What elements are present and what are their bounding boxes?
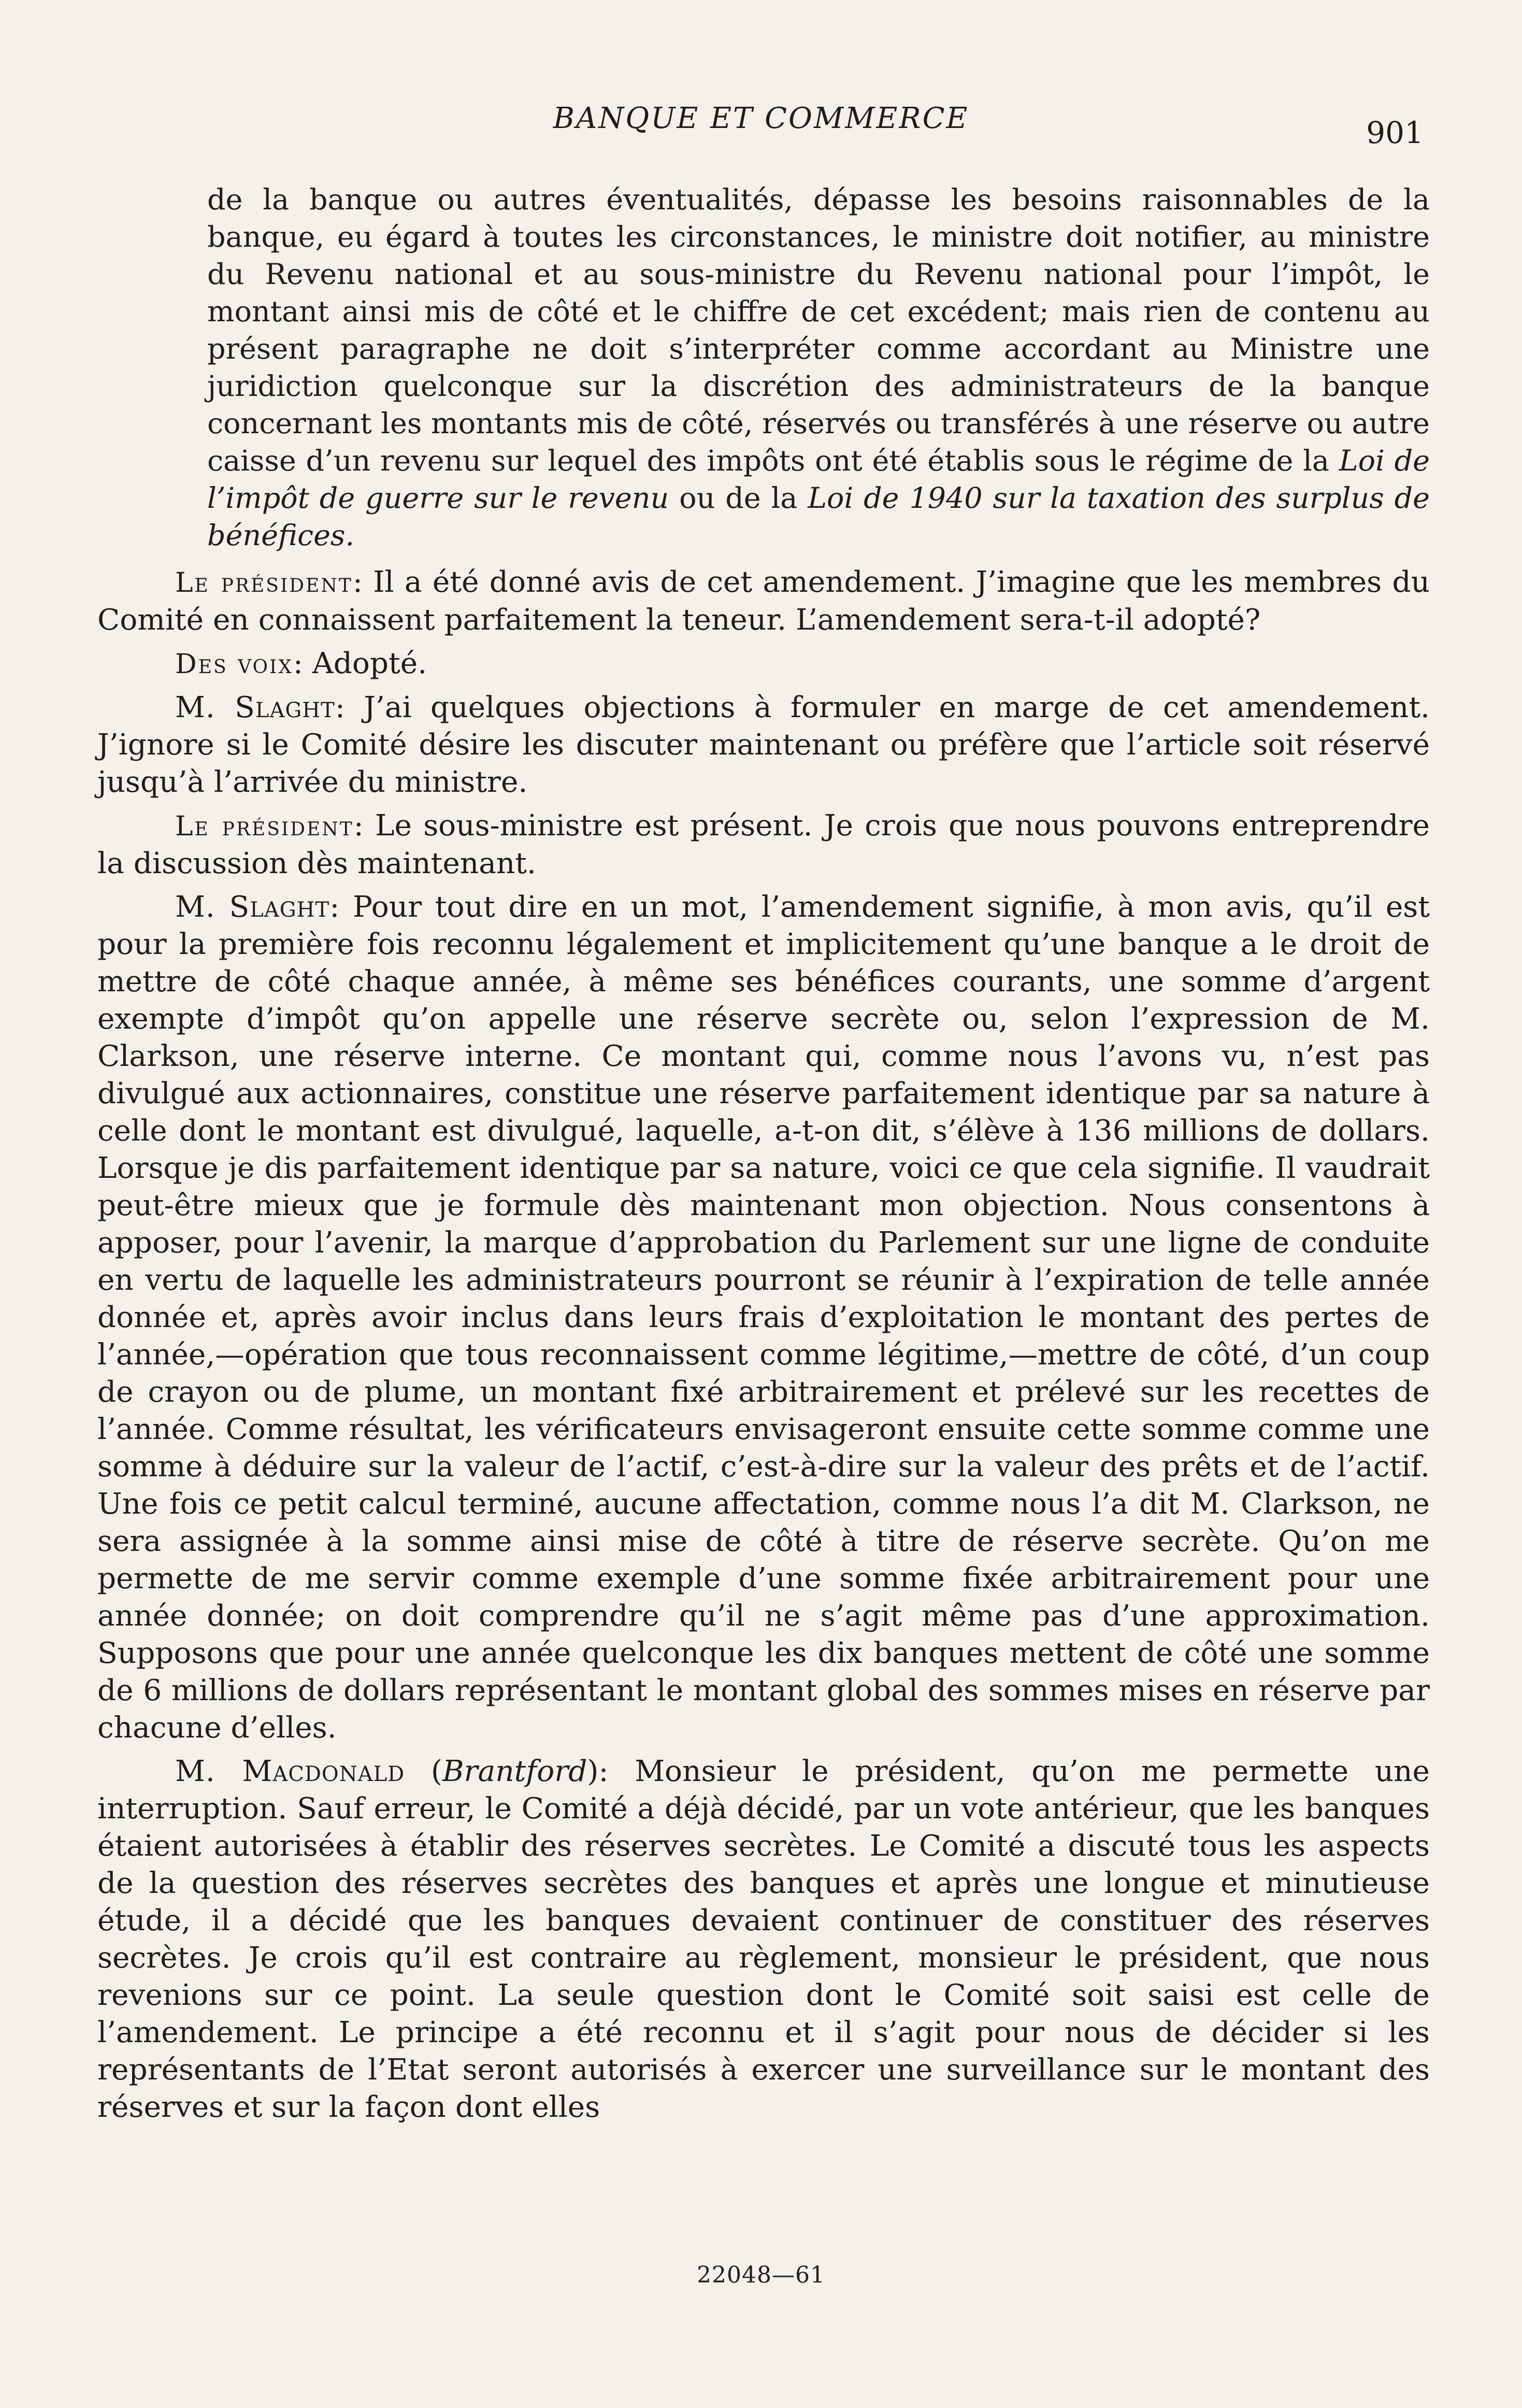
law-title-war-income-tax: Loi de l’impôt de guerre sur le revenu xyxy=(207,444,1430,515)
law-title-excess-profits: Loi de 1940 sur la taxation des surplus de bénéfices. xyxy=(207,481,1430,552)
quoted-text: de la banque ou autres éventualités, dépasse les besoins raisonnables de la banque, eu égard à toutes les circonstances, le ministre doit notifier, au ministre du Revenu national et au sous-ministre du Revenu national pour l’impôt, le montant ainsi mis de côté et le chiffre de cet excédent; mais rien de contenu au présent paragraphe ne doit s’interpréter comme accordant au Ministre une juridiction quelconque sur la discrétion des administrateurs de la banque concernant les montants mis de côté, réservés ou transférés à une réserve ou autre caisse d’un revenu sur lequel des impôts ont été établis sous le régime de la xyxy=(207,183,1430,478)
quoted-text-connector: ou de la xyxy=(669,481,808,515)
speaker-riding: Brantford xyxy=(442,1755,587,1788)
page-number: 901 xyxy=(1366,115,1424,150)
signature-code: 22048—61 xyxy=(697,2262,825,2288)
speech-paragraph-2: Des voix: Adopté. xyxy=(175,647,427,680)
speech-text: Adopté. xyxy=(303,647,427,680)
quoted-paragraph xyxy=(207,181,1430,554)
speech-text: Monsieur le président, qu’on me permette une interruption. Sauf erreur, le Comité a déjà décidé, par un vote antérieur, que les banques étaient autorisées à établir des réserves secrètes. Le Comité a discuté tous les aspects de la question des réserves secrètes des banques et après une longue et minutieuse étude, il a décidé que les banques devaient continuer de constituer des réserves secrètes. Je crois qu’il est contraire au règlement, monsieur le président, que nous revenions sur ce point. La seule question dont le Comité soit saisi est celle de l’amendement. Le principe a été reconnu et il s’agit pour nous de décider si les représentants de l’Etat seront autorisés à exercer une surveillance sur le montant des réserves et sur la façon dont elles xyxy=(97,1755,1430,2124)
speech-paragraph-3: M. Slaght: J’ai quelques objections à formuler en marge de cet amendement. J’ignore si le Comité désire les discuter maintenant ou préfère que l’article soit réservé jusqu’à l’arrivée du ministre. xyxy=(97,691,1430,799)
speaker-name: Le président xyxy=(175,811,354,842)
speech-text: Le sous-ministre est présent. Je crois que nous pouvons entreprendre la discussion dès maintenant. xyxy=(97,809,1430,880)
speech-paragraph-6: M. Macdonald (Brantford): Monsieur le président, qu’on me permette une interruption. Sauf erreur, le Comité a déjà décidé, par un vote antérieur, que les banques étaient autorisées à établir des réserves secrètes. Le Comité a discuté tous les aspects de la question des réserves secrètes des banques et après une longue et minutieuse étude, il a décidé que les banques devaient continuer de constituer des réserves secrètes. Je crois qu’il est contraire au règlement, monsieur le président, que nous revenions sur ce point. La seule question dont le Comité soit saisi est celle de l’amendement. Le principe a été reconnu et il s’agit pour nous de décider si les représentants de l’Etat seront autorisés à exercer une surveillance sur le montant des réserves et sur la façon dont elles xyxy=(97,1755,1430,2124)
speaker-name: Le président xyxy=(175,567,353,599)
speech-paragraph-1: Le président: Il a été donné avis de cet amendement. J’imagine que les membres du Comité en connaissent parfaitement la teneur. L’amendement sera-t-il adopté? xyxy=(97,565,1430,637)
page-header xyxy=(0,102,1522,148)
speaker-name: M. Macdonald xyxy=(175,1755,405,1788)
speech-text: J’ai quelques objections à formuler en marge de cet amendement. J’ignore si le Comité désire les discuter maintenant ou préfère que l’article soit réservé jusqu’à l’arrivée du ministre. xyxy=(97,691,1430,799)
quoted-amendment-text xyxy=(207,181,1430,554)
speech-text: Pour tout dire en un mot, l’amendement signifie, à mon avis, qu’il est pour la première fois reconnu légalement et implicitement qu’une banque a le droit de mettre de côté chaque année, à même ses bénéfices courants, une somme d’argent exempte d’impôt qu’on appelle une réserve secrète ou, selon l’expression de M. Clarkson, une réserve interne. Ce montant qui, comme nous l’avons vu, n’est pas divulgué aux actionnaires, constitue une réserve parfaitement identique par sa nature à celle dont le montant est divulgué, laquelle, a-t-on dit, s’élève à 136 millions de dollars. Lorsque je dis parfaitement identique par sa nature, voici ce que cela signifie. Il vaudrait peut-être mieux que je formule dès maintenant mon objection. Nous consentons à apposer, pour l’avenir, la marque d’approbation du Parlement sur une ligne de conduite en vertu de laquelle les administrateurs pourront se réunir à l’expiration de telle année donnée et, après avoir inclus dans leurs frais d’exploitation le montant des pertes de l’année,—opération que tous reconnaissent comme légitime,—mettre de côté, d’un coup de crayon ou de plume, un montant fixé arbitrairement et prélevé sur les recettes de l’année. Comme résultat, les vérificateurs envisageront ensuite cette somme comme une somme à déduire sur la valeur de l’actif, c’est-à-dire sur la valeur des prêts et de l’actif. Une fois ce petit calcul terminé, aucune affectation, comme nous l’a dit M. Clarkson, ne sera assignée à la somme ainsi mise de côté à titre de réserve secrète. Qu’on me permette de me servir comme exemple d’une somme fixée arbitrairement pour une année donnée; on doit comprendre qu’il ne s’agit même pas d’une approximation. Supposons que pour une année quelconque les dix banques mettent de côté une somme de 6 millions de dollars représentant le montant global des sommes mises en réserve par chacune d’elles. xyxy=(97,890,1430,1745)
body-text xyxy=(97,181,1430,2126)
speech-text: Il a été donné avis de cet amendement. J’imagine que les membres du Comité en connaissent parfaitement la teneur. L’amendement sera-t-il adopté? xyxy=(97,565,1430,637)
speaker-name: Des voix xyxy=(175,649,293,680)
running-title: BANQUE ET COMMERCE xyxy=(553,102,969,135)
speaker-name: M. Slaght xyxy=(175,890,330,924)
speech-paragraph-5: M. Slaght: Pour tout dire en un mot, l’amendement signifie, à mon avis, qu’il est pour la première fois reconnu légalement et implicitement qu’une banque a le droit de mettre de côté chaque année, à même ses bénéfices courants, une somme d’argent exempte d’impôt qu’on appelle une réserve secrète ou, selon l’expression de M. Clarkson, une réserve interne. Ce montant qui, comme nous l’avons vu, n’est pas divulgué aux actionnaires, constitue une réserve parfaitement identique par sa nature à celle dont le montant est divulgué, laquelle, a-t-on dit, s’élève à 136 millions de dollars. Lorsque je dis parfaitement identique par sa nature, voici ce que cela signifie. Il vaudrait peut-être mieux que je formule dès maintenant mon objection. Nous consentons à apposer, pour l’avenir, la marque d’approbation du Parlement sur une ligne de conduite en vertu de laquelle les administrateurs pourront se réunir à l’expiration de telle année donnée et, après avoir inclus dans leurs frais d’exploitation le montant des pertes de l’année,—opération que tous reconnaissent comme légitime,—mettre de côté, d’un coup de crayon ou de plume, un montant fixé arbitrairement et prélevé sur les recettes de l’année. Comme résultat, les vérificateurs envisageront ensuite cette somme comme une somme à déduire sur la valeur de l’actif, c’est-à-dire sur la valeur des prêts et de l’actif. Une fois ce petit calcul terminé, aucune affectation, comme nous l’a dit M. Clarkson, ne sera assignée à la somme ainsi mise de côté à titre de réserve secrète. Qu’on me permette de me servir comme exemple d’une somme fixée arbitrairement pour une année donnée; on doit comprendre qu’il ne s’agit même pas d’une approximation. Supposons que pour une année quelconque les dix banques mettent de côté une somme de 6 millions de dollars représentant le montant global des sommes mises en réserve par chacune d’elles. xyxy=(97,890,1430,1745)
speech-paragraph-4: Le président: Le sous-ministre est présent. Je crois que nous pouvons entreprendre la discussion dès maintenant. xyxy=(97,809,1430,880)
speaker-name: M. Slaght xyxy=(175,691,335,724)
